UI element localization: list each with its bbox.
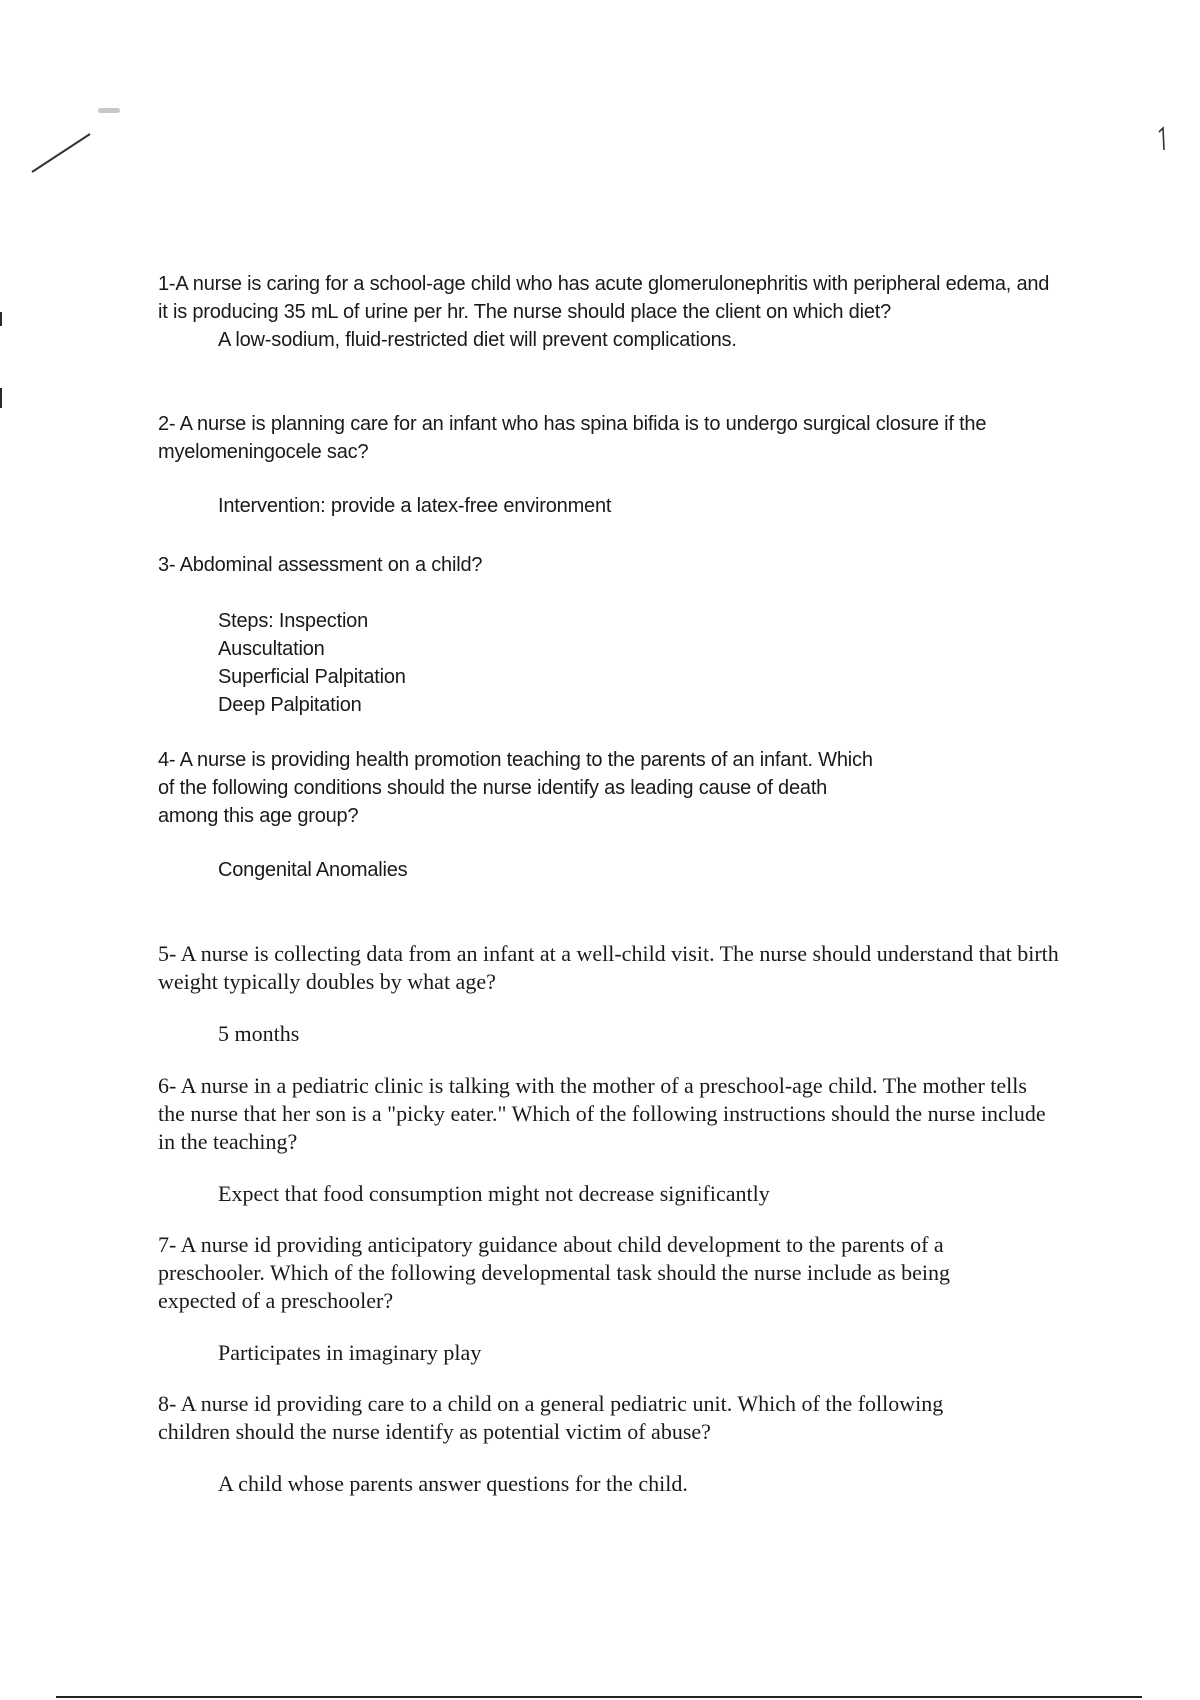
question-block-2 <box>158 410 1058 520</box>
edge-tick-mark <box>0 388 2 408</box>
question-text: 4- A nurse is providing health promotion teaching to the parents of an infant. Which of the following conditions should the nurse identify as leading cause of death among this age group? <box>158 749 873 827</box>
answer-text: A low-sodium, fluid-restricted diet will prevent complications. <box>218 329 737 351</box>
answer-line: Superficial Palpitation <box>218 666 406 688</box>
question-text: 3- Abdominal assessment on a child? <box>158 554 483 576</box>
bottom-rule <box>56 1696 1142 1698</box>
answer-text: Expect that food consumption might not decrease significantly <box>218 1181 770 1206</box>
answer-line: Deep Palpitation <box>218 694 362 716</box>
smudge-mark <box>98 108 120 113</box>
question-block-7 <box>158 1231 1008 1367</box>
question-block-5 <box>158 940 1068 1048</box>
edge-tick-mark <box>0 312 2 326</box>
check-mark <box>1156 118 1170 152</box>
question-text: 2- A nurse is planning care for an infant who has spina bifida is to undergo surgical closure if the myelomeningocele sac? <box>158 413 987 463</box>
question-text: 6- A nurse in a pediatric clinic is talking with the mother of a preschool-age child. The mother tells the nurse that her son is a "picky eater." Which of the following instructions should the nurse include in the teaching? <box>158 1073 1046 1154</box>
answer-line: Steps: Inspection <box>218 610 369 632</box>
pen-stroke-mark <box>28 128 98 178</box>
answer-text: Intervention: provide a latex-free environment <box>218 495 612 517</box>
question-text: 1-A nurse is caring for a school-age child who has acute glomerulonephritis with peripheral edema, and it is producing 35 mL of urine per hr. The nurse should place the client on which diet? <box>158 273 1050 323</box>
question-block-4 <box>158 746 878 884</box>
question-text: 7- A nurse id providing anticipatory guidance about child development to the parents of a preschooler. Which of the following developmental task should the nurse include as being expected of a preschooler? <box>158 1232 951 1313</box>
answer-line: Auscultation <box>218 638 325 660</box>
question-text: 8- A nurse id providing care to a child on a general pediatric unit. Which of the following children should the nurse identify as potential victim of abuse? <box>158 1391 944 1444</box>
question-text: 5- A nurse is collecting data from an infant at a well-child visit. The nurse should understand that birth weight typically doubles by what age? <box>158 941 1059 994</box>
answer-text: Participates in imaginary play <box>218 1340 482 1365</box>
question-block-8 <box>158 1390 1008 1498</box>
question-block-3 <box>158 551 1058 719</box>
answer-text: 5 months <box>218 1021 300 1046</box>
answer-list <box>158 607 1058 719</box>
answer-text: Congenital Anomalies <box>218 859 408 881</box>
question-block-1 <box>158 270 1058 354</box>
question-block-6 <box>158 1072 1048 1208</box>
answer-text: A child whose parents answer questions for the child. <box>218 1471 688 1496</box>
